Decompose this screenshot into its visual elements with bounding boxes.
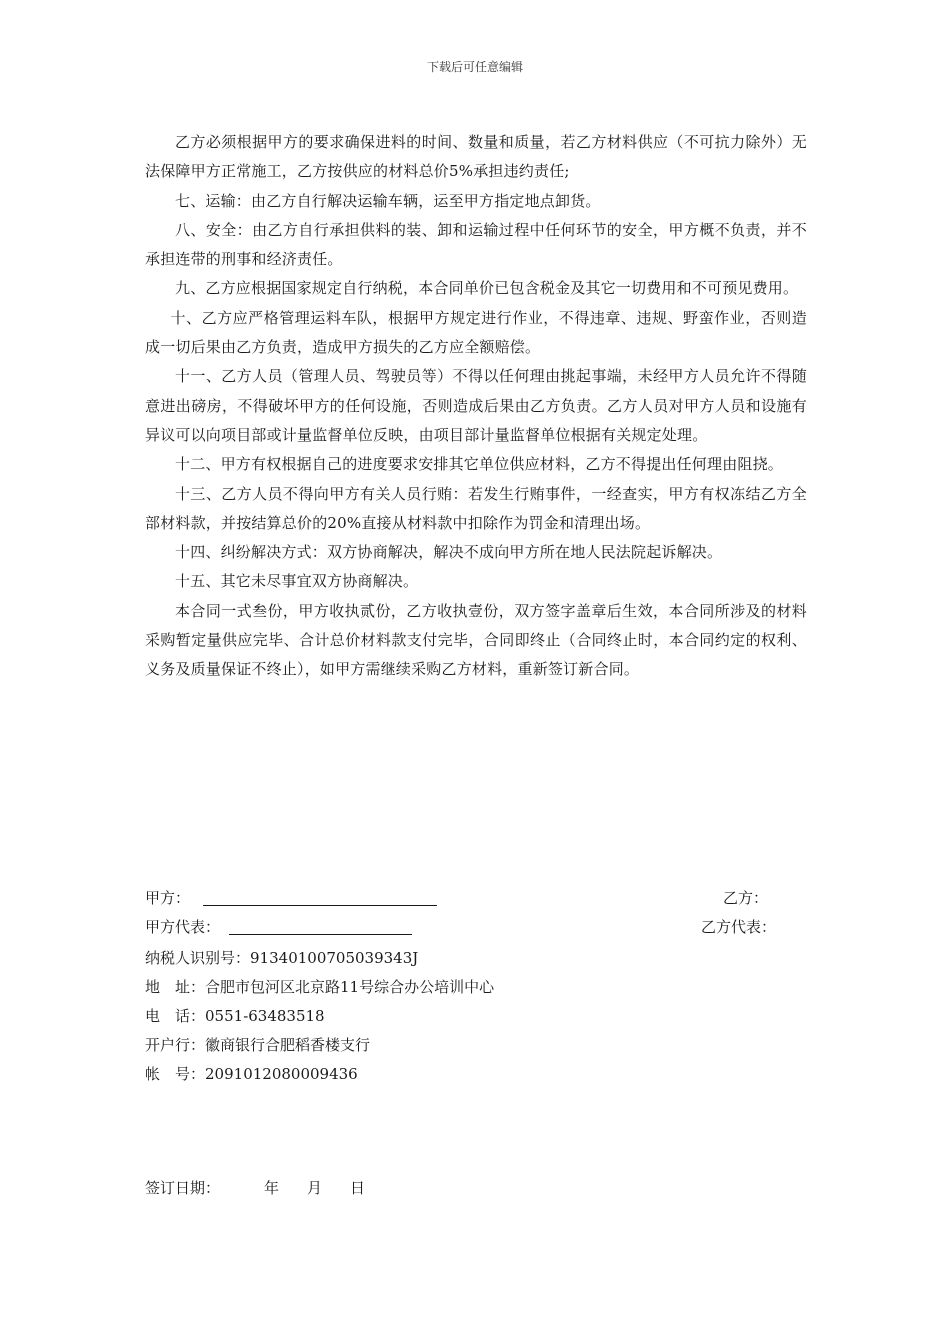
- bank-value: 徽商银行合肥稻香楼支行: [205, 1036, 371, 1054]
- address-value: 合肥市包河区北京路11号综合办公培训中心: [205, 978, 495, 996]
- clause-13-bribery: 十三、乙方人员不得向甲方有关人员行贿：若发生行贿事件，一经查实，甲方有权冻结乙方全部材料款，并按结算总价的20%直接从材料款中扣除作为罚金和清理出场。: [145, 484, 807, 532]
- account-label: 帐 号：: [145, 1065, 206, 1083]
- party-b-label: 乙方：: [723, 889, 769, 907]
- clause-14-disputes: 十四、纠纷解决方式：双方协商解决，解决不成向甲方所在地人民法院起诉解决。: [175, 543, 723, 562]
- clause-material-supply: 乙方必须根据甲方的要求确保进料的时间、数量和质量，若乙方材料供应（不可抗力除外）无法保障甲方正常施工，乙方按供应的材料总价5%承担违约责任;: [145, 133, 807, 181]
- address-label: 地 址：: [145, 978, 206, 996]
- date-day: 日: [350, 1179, 366, 1197]
- date-year: 年: [264, 1179, 280, 1197]
- bank-label: 开户行：: [145, 1036, 206, 1054]
- signing-date-label: 签订日期：: [145, 1179, 221, 1197]
- clause-8-safety: 八、安全：由乙方自行承担供料的装、卸和运输过程中任何环节的安全，甲方概不负责，并不承担连带的刑事和经济责任。: [145, 220, 807, 269]
- clause-copies: 本合同一式叁份，甲方收执贰份，乙方收执壹份，双方签字盖章后生效，本合同所涉及的材料采购暂定量供应完毕、合计总价材料款支付完毕，合同即终止（合同终止时，本合同约定的权利、义务及质量保证不终止），如甲方需继续采购乙方材料，重新签订新合同。: [145, 601, 807, 679]
- address-row: [145, 973, 494, 1002]
- party-a-signature-line[interactable]: [203, 905, 437, 906]
- clause-9-tax: 九、乙方应根据国家规定自行纳税，本合同单价已包含税金及其它一切费用和不可预见费用。: [175, 279, 799, 298]
- clause-12-other-suppliers: 十二、甲方有权根据自己的进度要求安排其它单位供应材料，乙方不得提出任何理由阻挠。: [175, 455, 784, 474]
- clause-10-fleet: 十、乙方应严格管理运料车队，根据甲方规定进行作业，不得违章、违规、野蛮作业，否则造成一切后果由乙方负责，造成甲方损失的乙方应全额赔偿。: [145, 308, 807, 357]
- party-a-rep-signature-line[interactable]: [229, 934, 412, 935]
- party-a-info: [145, 944, 494, 1089]
- account-value: 2091012080009436: [205, 1065, 358, 1083]
- account-row: [145, 1060, 494, 1089]
- representative-row: [145, 916, 777, 942]
- phone-value: 0551-63483518: [205, 1007, 325, 1025]
- tax-id-row: [145, 944, 494, 973]
- date-month: 月: [307, 1179, 323, 1197]
- party-a-rep-label: 甲方代表：: [145, 918, 221, 936]
- phone-label: 电 话：: [145, 1007, 206, 1025]
- bank-row: [145, 1031, 494, 1060]
- tax-id-label: 纳税人识别号：: [145, 949, 251, 967]
- page-header: 下载后可任意编辑: [426, 60, 523, 74]
- party-b-rep-label: 乙方代表：: [701, 918, 777, 936]
- clause-15-misc: 十五、其它未尽事宜双方协商解决。: [175, 572, 419, 591]
- phone-row: [145, 1002, 494, 1031]
- party-a-label: 甲方：: [145, 889, 191, 907]
- signing-date-row: [145, 1177, 365, 1198]
- contract-body: [145, 128, 807, 685]
- party-row: [145, 887, 777, 913]
- tax-id-value: 91340100705039343J: [250, 949, 419, 967]
- clause-11-personnel: 十一、乙方人员（管理人员、驾驶员等）不得以任何理由挑起事端，未经甲方人员允许不得随意进出磅房，不得破坏甲方的任何设施，否则造成后果由乙方负责。乙方人员对甲方人员和设施有异议可以向项目部或计量监督单位反映，由项目部计量监督单位根据有关规定处理。: [145, 367, 807, 444]
- clause-7-transport: 七、运输：由乙方自行解决运输车辆，运至甲方指定地点卸货。: [175, 191, 601, 210]
